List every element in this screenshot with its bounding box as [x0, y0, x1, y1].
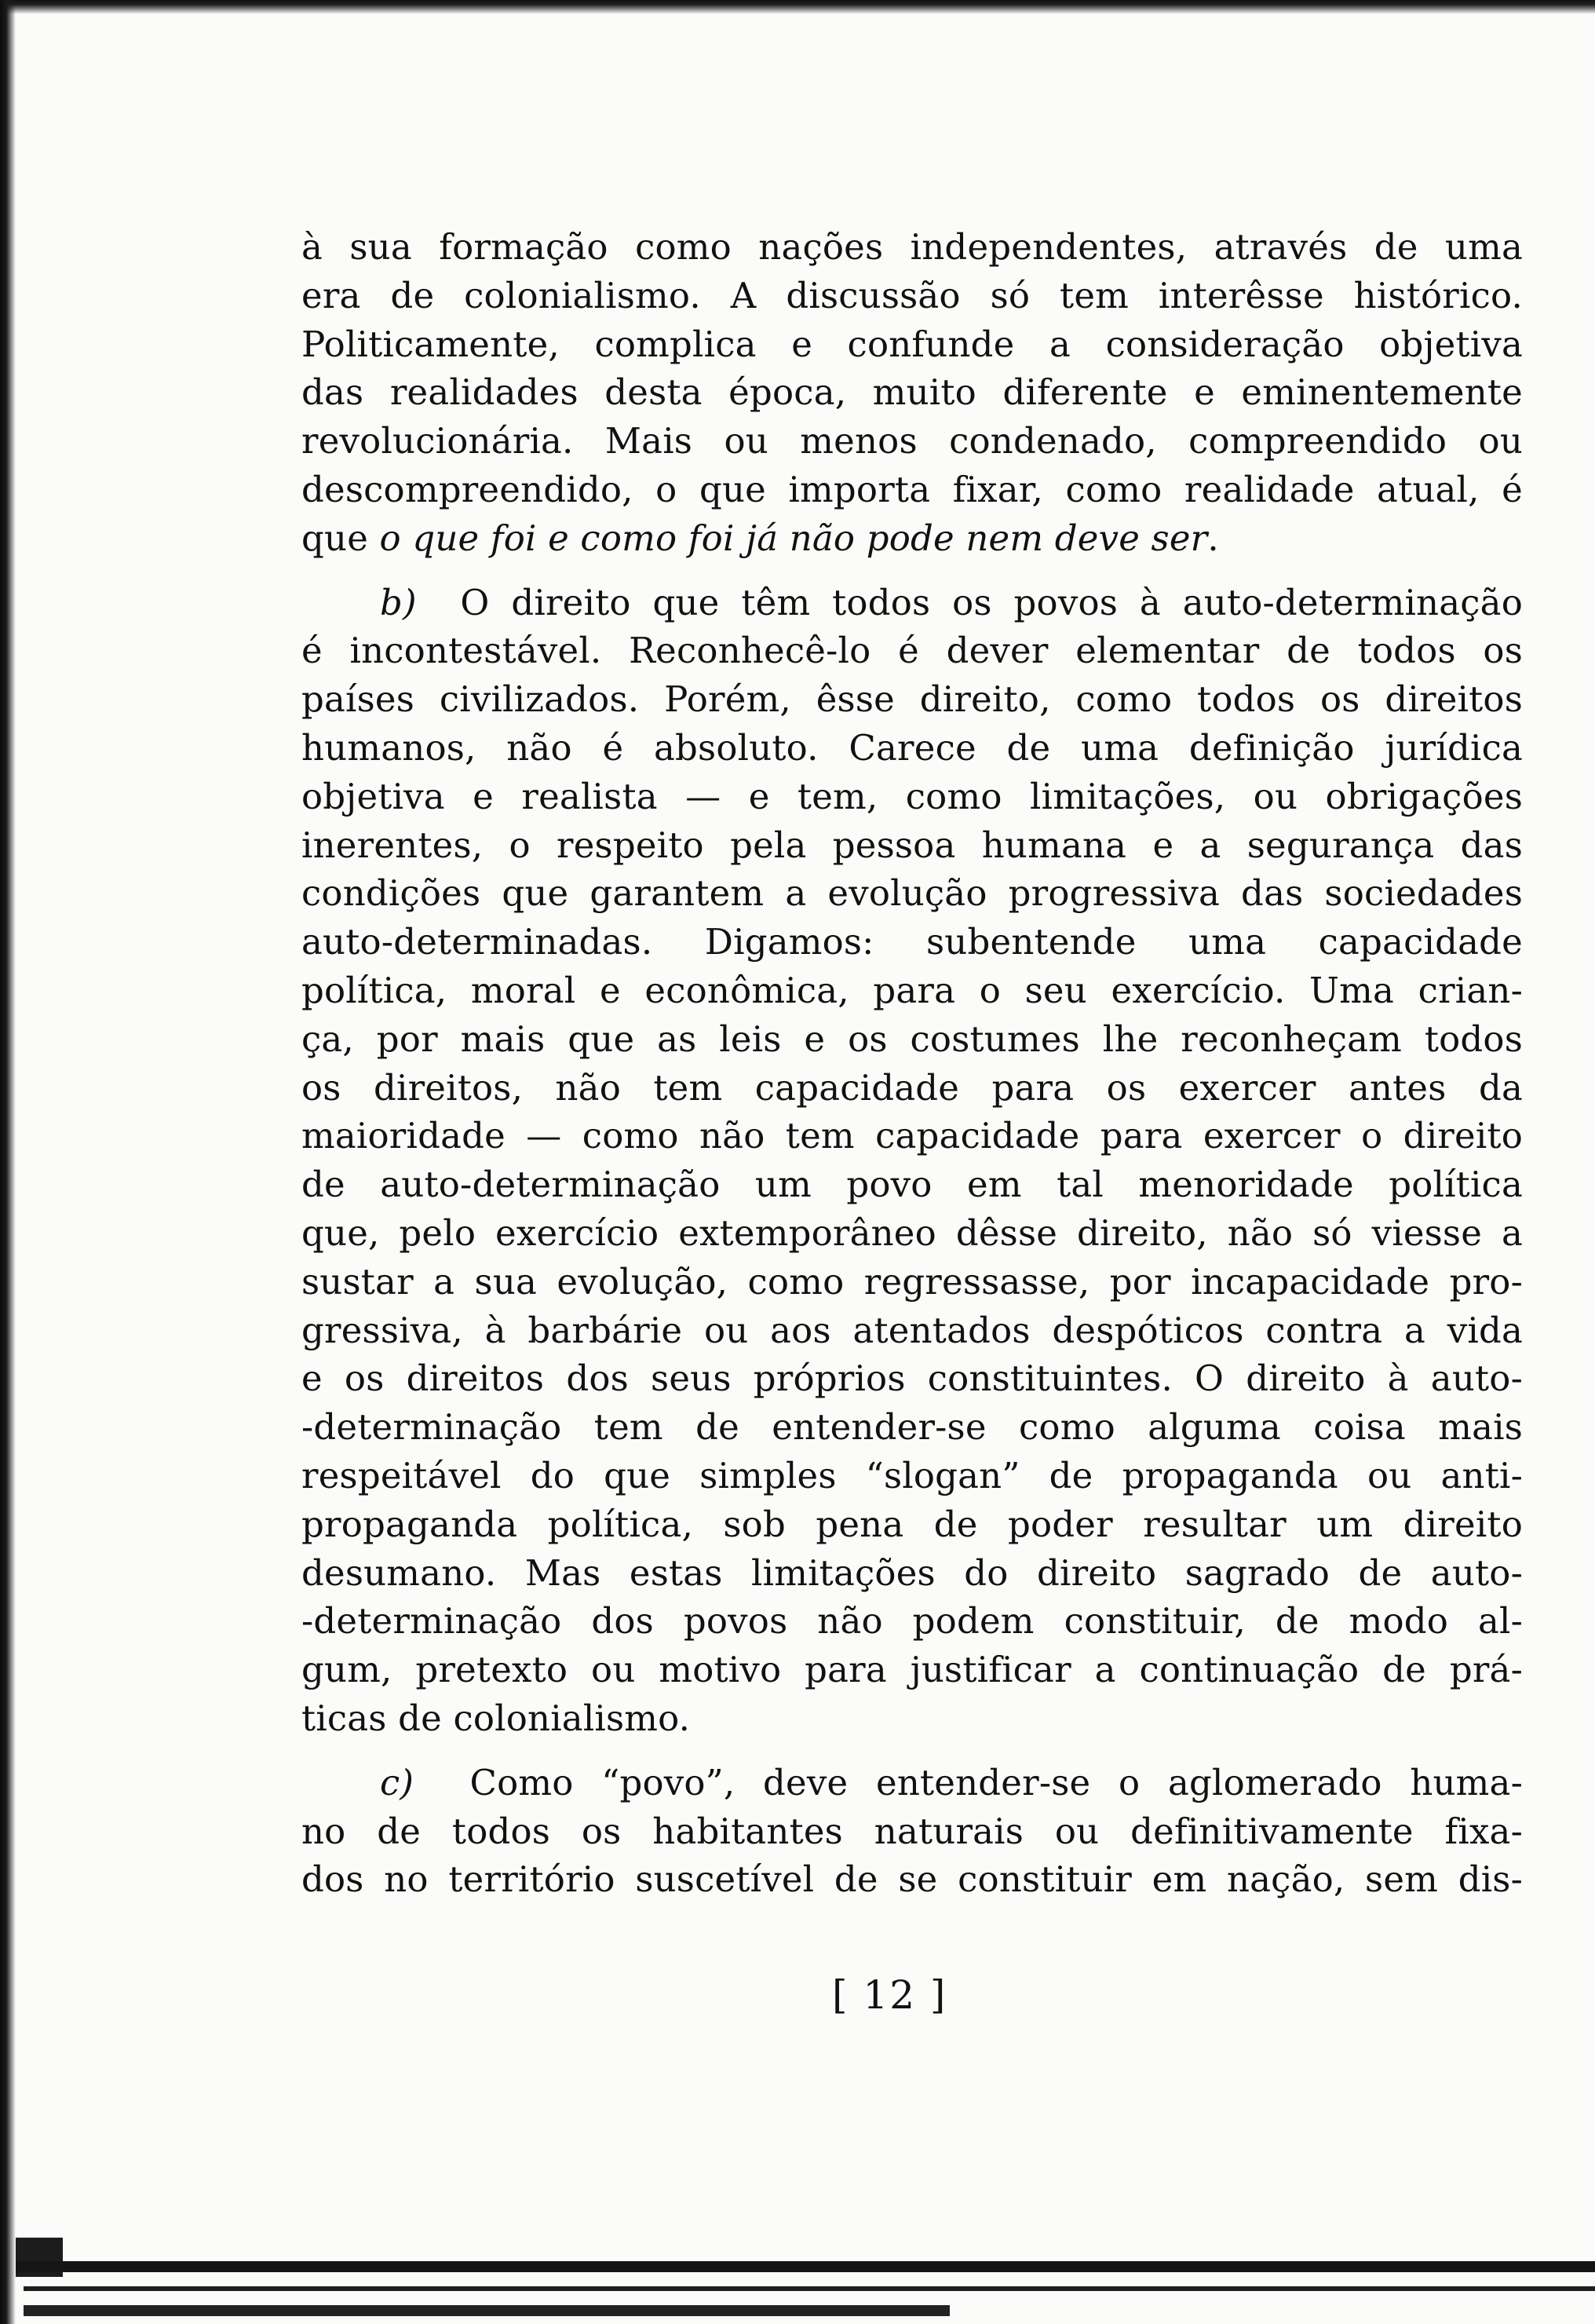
- text-line: ça, por mais que as leis e os costumes lhe reconheçam todos: [301, 1018, 1523, 1060]
- line-prefix: que: [301, 517, 380, 559]
- italic-phrase: o que foi e como foi já não pode nem deve ser: [379, 517, 1208, 559]
- paragraph-gap: [301, 563, 1523, 579]
- text-line: era de colonialismo. A discussão só tem interêsse histórico.: [301, 274, 1523, 316]
- line-suffix: .: [1207, 517, 1219, 559]
- text-line: Politicamente, complica e confunde a consideração objetiva: [301, 323, 1523, 365]
- text-line: descompreendido, o que importa fixar, como realidade atual, é: [301, 468, 1523, 510]
- text-line: política, moral e econômica, para o seu exercício. Uma crian-: [301, 969, 1523, 1011]
- text-line: das realidades desta época, muito diferente e eminentemente: [301, 371, 1523, 414]
- text-line: -determinação dos povos não podem constituir, de modo al-: [301, 1600, 1523, 1643]
- text-line: objetiva e realista — e tem, como limitações, ou obrigações: [301, 775, 1523, 817]
- body-text: [301, 223, 1523, 1904]
- text-line: humanos, não é absoluto. Carece de uma definição jurídica: [301, 726, 1523, 769]
- page-number: [ 12 ]: [832, 1972, 947, 2018]
- paragraph-marker: c): [380, 1761, 414, 1803]
- text-line: gressiva, à barbárie ou aos atentados despóticos contra a vida: [301, 1309, 1523, 1351]
- scan-edge-top: [0, 0, 1595, 14]
- text-line: dos no território suscetível de se constituir em nação, sem dis-: [301, 1858, 1523, 1901]
- text-line: respeitável do que simples “slogan” de propaganda ou anti-: [301, 1454, 1523, 1496]
- paragraph-marker: b): [380, 581, 417, 623]
- scan-edge-bottom: [16, 2261, 1595, 2272]
- paragraph-gap: [301, 1743, 1523, 1759]
- text-line-mixed: [301, 514, 1523, 563]
- text-line: revolucionária. Mais ou menos condenado, compreendido ou: [301, 420, 1523, 462]
- text-line: inerentes, o respeito pela pessoa humana e a segurança das: [301, 824, 1523, 866]
- text-line: desumano. Mas estas limitações do direito sagrado de auto-: [301, 1551, 1523, 1594]
- text-line: auto-determinadas. Digamos: subentende uma capacidade: [301, 921, 1523, 963]
- text-line: sustar a sua evolução, como regressasse, por incapacidade pro-: [301, 1260, 1523, 1303]
- text-line: e os direitos dos seus próprios constituintes. O direito à auto-: [301, 1357, 1523, 1400]
- text-line: à sua formação como nações independentes, através de uma: [301, 226, 1523, 268]
- paragraph-2: [301, 579, 1523, 1743]
- paragraph-1: [301, 223, 1523, 563]
- scan-edge-bottom-thin: [24, 2286, 1595, 2291]
- scan-edge-bottom-lower: [24, 2305, 950, 2316]
- first-line-text: Como “povo”, deve entender-se o aglomerado huma-: [469, 1761, 1523, 1803]
- text-line: que, pelo exercício extemporâneo dêsse direito, não só viesse a: [301, 1211, 1523, 1254]
- text-line: países civilizados. Porém, êsse direito, como todos os direitos: [301, 678, 1523, 721]
- text-line: é incontestável. Reconhecê-lo é dever elementar de todos os: [301, 630, 1523, 672]
- text-line: os direitos, não tem capacidade para os exercer antes da: [301, 1066, 1523, 1109]
- scan-edge-left: [0, 0, 16, 2324]
- text-line: de auto-determinação um povo em tal menoridade política: [301, 1164, 1523, 1206]
- text-line: propaganda política, sob pena de poder resultar um direito: [301, 1503, 1523, 1545]
- text-line: gum, pretexto ou motivo para justificar a continuação de prá-: [301, 1649, 1523, 1691]
- text-line-first: [301, 579, 1523, 627]
- text-line: condições que garantem a evolução progressiva das sociedades: [301, 872, 1523, 915]
- text-line-first: [301, 1759, 1523, 1807]
- paragraph-3: [301, 1759, 1523, 1904]
- text-line: -determinação tem de entender-se como alguma coisa mais: [301, 1406, 1523, 1449]
- text-line: no de todos os habitantes naturais ou definitivamente fixa-: [301, 1810, 1523, 1852]
- text-line: maioridade — como não tem capacidade para exercer o direito: [301, 1115, 1523, 1157]
- text-line: ticas de colonialismo.: [301, 1697, 691, 1739]
- first-line-text: O direito que têm todos os povos à auto-determinação: [460, 581, 1523, 623]
